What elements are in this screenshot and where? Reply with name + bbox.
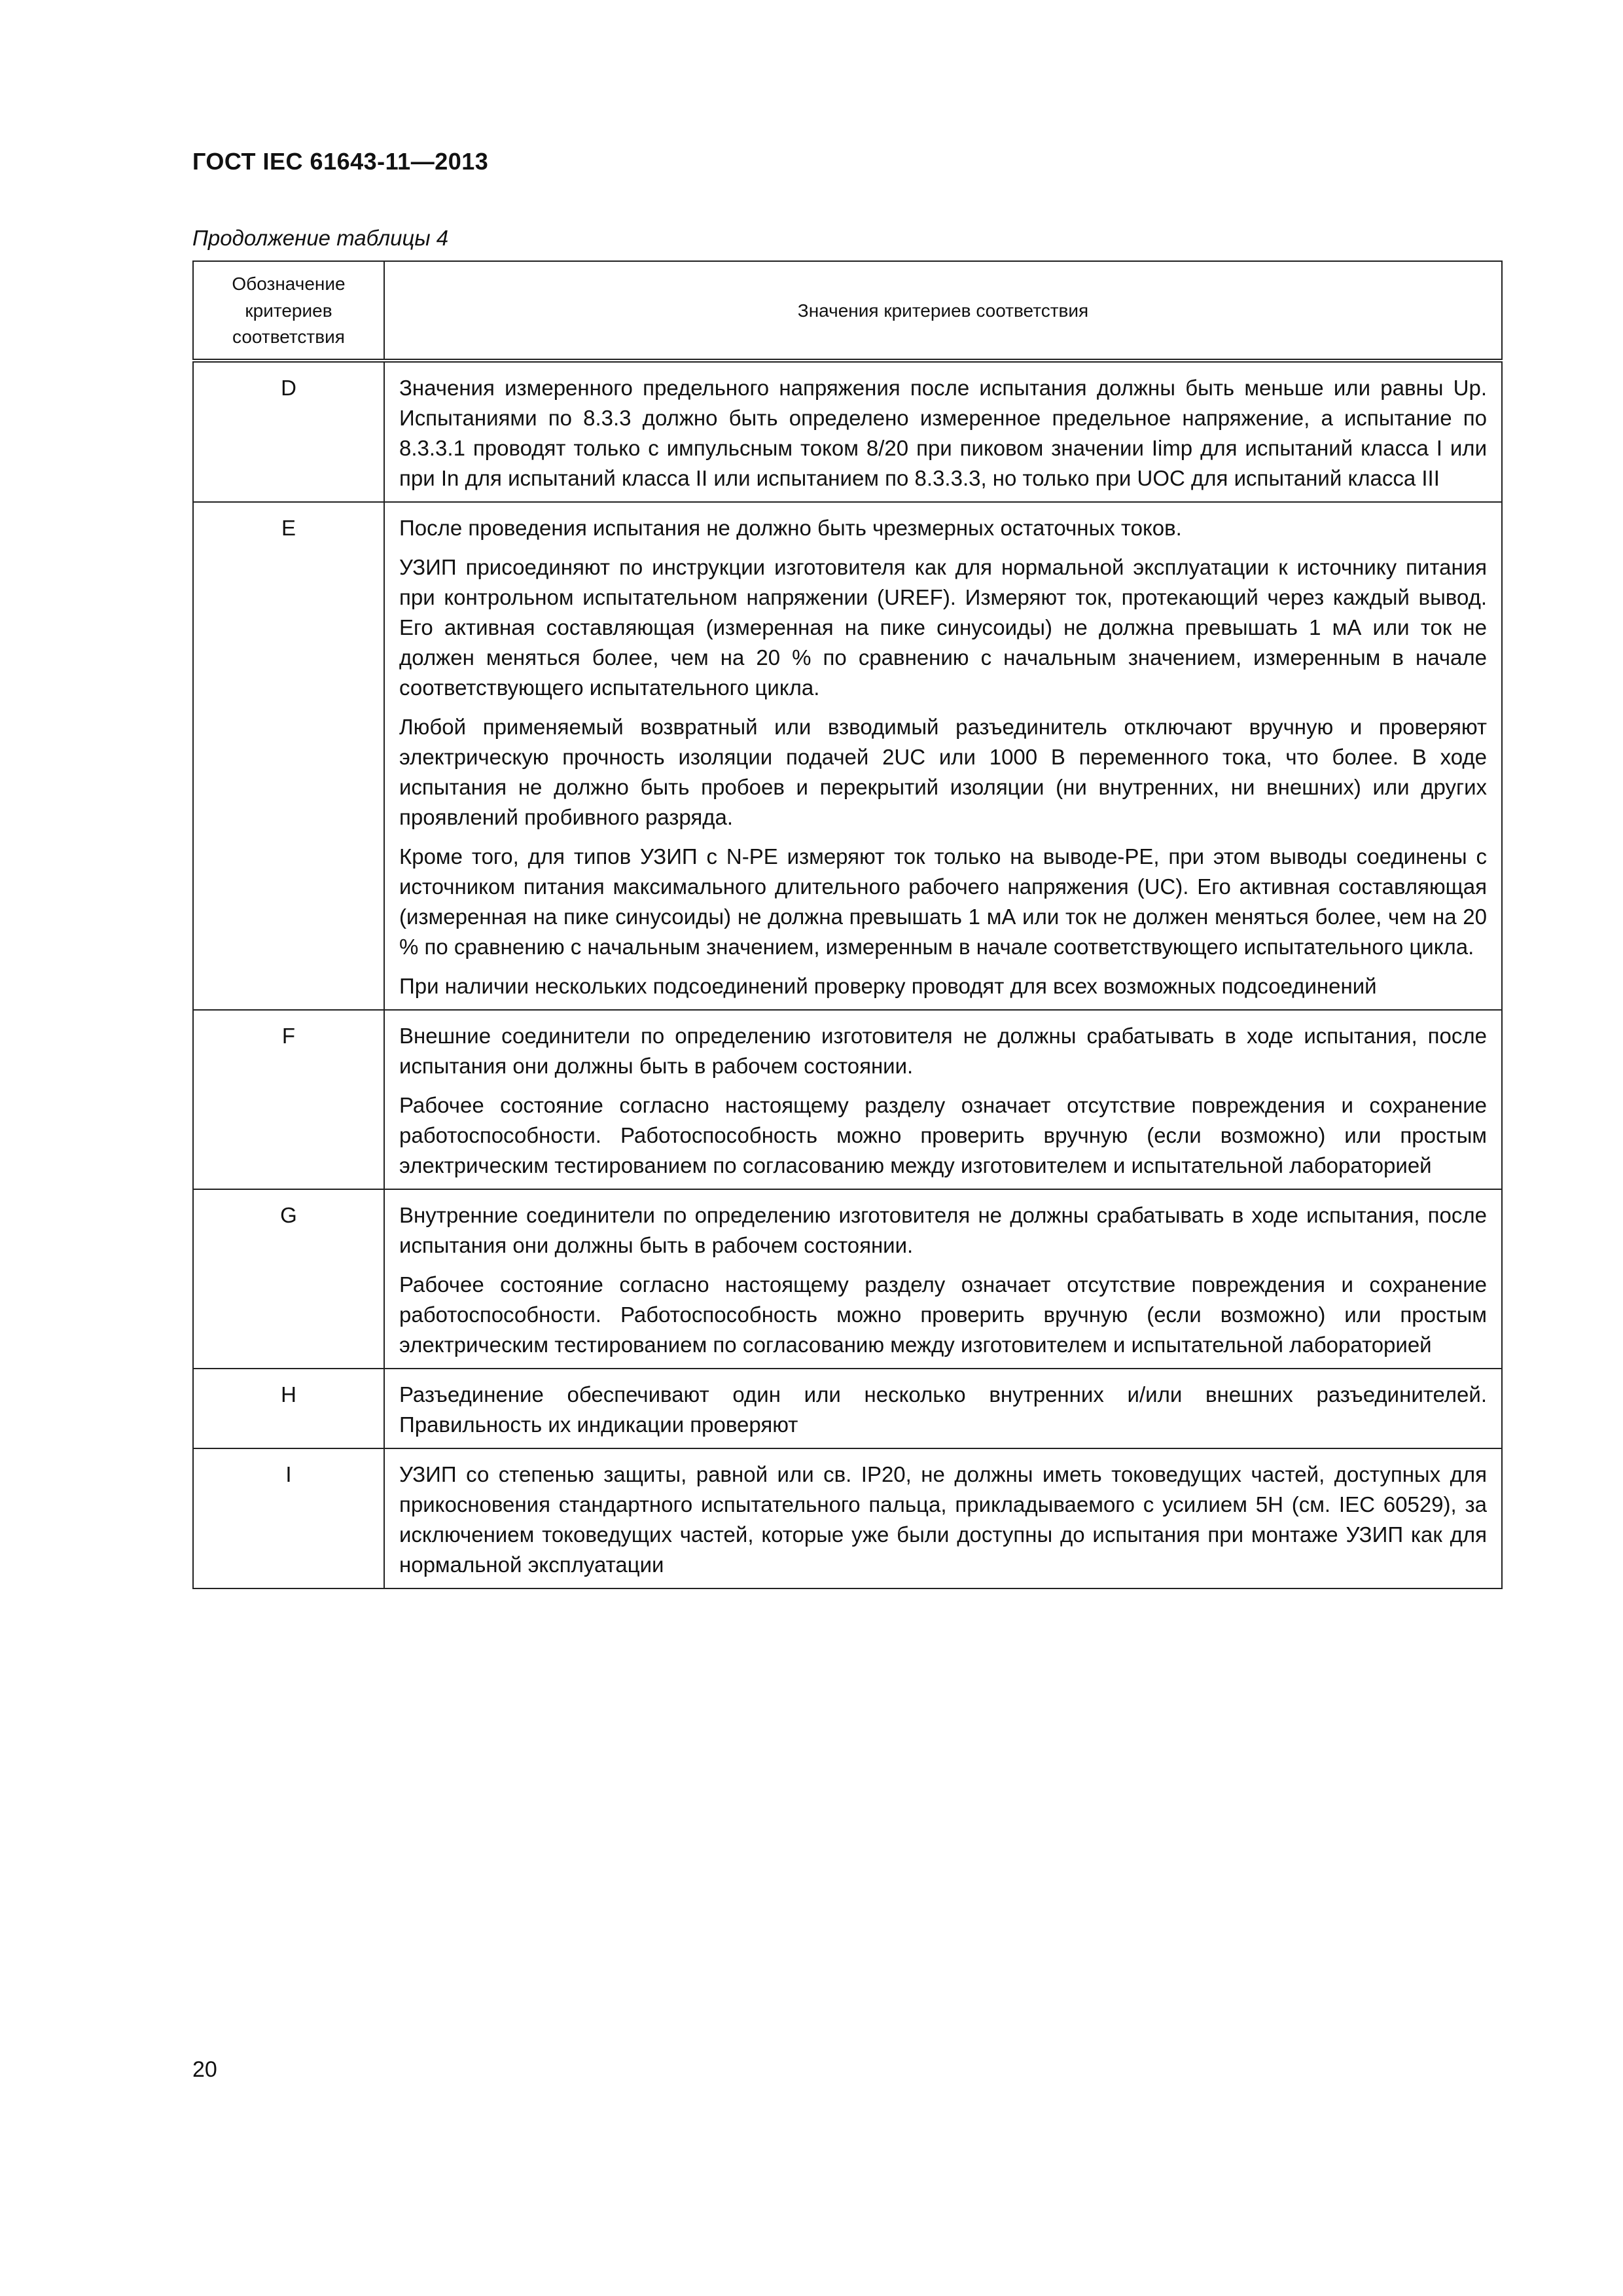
criterion-code: F [193,1010,384,1189]
table-row [193,361,1502,502]
criterion-description [384,502,1502,1010]
criterion-paragraph: Значения измеренного предельного напряжения после испытания должны быть меньше или равны Up. Испытаниями по 8.3.3 должно быть определено измеренное предельное напряжение, а испытание по 8.3.3.1 проводят только с импульсным током 8/20 при пиковом значении Iimp для испытаний класса I или при In для испытаний класса II или испытанием по 8.3.3.3, но только при UOC для испытаний класса III [399,375,1487,490]
criterion-description [384,361,1502,502]
criterion-code: H [193,1369,384,1448]
criterion-paragraph: При наличии нескольких подсоединений проверку проводят для всех возможных подсоединений [399,973,1377,998]
table-row [193,1448,1502,1588]
criteria-table [192,260,1503,1589]
table-row [193,1010,1502,1189]
criterion-paragraph: Внешние соединители по определению изготовителя не должны срабатывать в ходе испытания, после испытания они должны быть в рабочем состоянии. [399,1023,1487,1078]
criterion-code: I [193,1448,384,1588]
table-caption: Продолжение таблицы 4 [192,226,449,250]
document-id: ГОСТ IEC 61643-11—2013 [192,148,489,175]
criterion-paragraph: Внутренние соединители по определению изготовителя не должны срабатывать в ходе испытания, после испытания они должны быть в рабочем состоянии. [399,1202,1487,1257]
column-header-code: Обозначение критериев соответствия [193,261,384,361]
criterion-paragraph: После проведения испытания не должно быть чрезмерных остаточных токов. [399,515,1182,540]
table-row [193,502,1502,1010]
criterion-paragraph: Рабочее состояние согласно настоящему разделу означает отсутствие повреждения и сохранение работоспособности. Работоспособность можно проверить вручную (если возможно) или простым электрическим тестированием по согласованию между изготовителем и испытательной лабораторией [399,1272,1487,1357]
criterion-code: D [193,361,384,502]
criterion-paragraph: Любой применяемый возвратный или взводимый разъединитель отключают вручную и проверяют электрическую прочность изоляции подачей 2UC или 1000 В переменного тока, что более. В ходе испытания не должно быть пробоев и перекрытий изоляции (ни внутренних, ни внешних) или других проявлений пробивного разряда. [399,714,1487,829]
criterion-paragraph: Разъединение обеспечивают один или несколько внутренних и/или внешних разъединителей. Правильность их индикации проверяют [399,1382,1487,1437]
criterion-code: G [193,1189,384,1369]
criterion-paragraph: УЗИП со степенью защиты, равной или св. IP20, не должны иметь токоведущих частей, доступных для прикосновения стандартного испытательного пальца, прикладываемого с усилием 5Н (см. IEC 60529), за исключением токоведущих частей, которые уже были доступны до испытания при монтаже УЗИП как для нормальной эксплуатации [399,1462,1487,1577]
table-header-row [193,261,1502,361]
table-row [193,1189,1502,1369]
column-header-values: Значения критериев соответствия [384,261,1502,361]
criterion-code: E [193,502,384,1010]
criterion-description [384,1448,1502,1588]
criterion-paragraph: Рабочее состояние согласно настоящему разделу означает отсутствие повреждения и сохранение работоспособности. Работоспособность можно проверить вручную (если возможно) или простым электрическим тестированием по согласованию между изготовителем и испытательной лабораторией [399,1092,1487,1177]
criterion-paragraph: УЗИП присоединяют по инструкции изготовителя как для нормальной эксплуатации к источнику питания при контрольном испытательном напряжении (UREF). Измеряют ток, протекающий через каждый вывод. Его активная составляющая (измеренная на пике синусоиды) не должна превышать 1 мА или ток не должен меняться более, чем на 20 % по сравнению с начальным значением, измеренным в начале соответствующего испытательного цикла. [399,554,1487,700]
page-number: 20 [192,2057,217,2082]
criterion-description [384,1369,1502,1448]
table-row [193,1369,1502,1448]
criterion-description [384,1010,1502,1189]
criterion-paragraph: Кроме того, для типов УЗИП с N-PE измеряют ток только на выводе-PE, при этом выводы соединены с источником питания максимального длительного рабочего напряжения (UC). Его активная составляющая (измеренная на пике синусоиды) не должна превышать 1 мА или ток не должен меняться более, чем на 20 % по сравнению с начальным значением, измеренным в начале соответствующего испытательного цикла. [399,844,1487,959]
criterion-description [384,1189,1502,1369]
